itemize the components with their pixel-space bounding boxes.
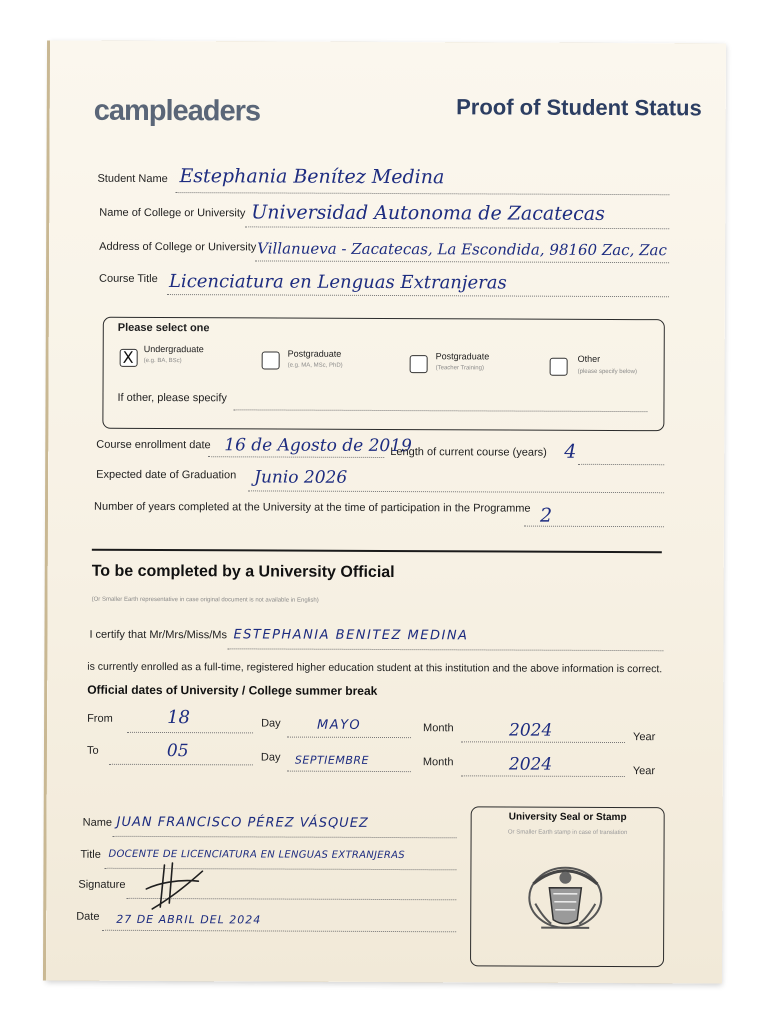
college-line bbox=[245, 225, 669, 229]
course-length-line bbox=[578, 463, 664, 465]
from-month-label: Month bbox=[423, 722, 454, 735]
seal-box bbox=[470, 806, 665, 967]
option-postgraduate-sub: (e.g. MA, MSc, PhD) bbox=[287, 362, 343, 369]
official-section-note: (Or Smaller Earth representative in case original document is not available in English) bbox=[91, 596, 319, 604]
option-teacher-sub: (Teacher Training) bbox=[435, 365, 484, 372]
brand-logo: campleaders bbox=[93, 94, 261, 128]
undergraduate-checkbox[interactable] bbox=[120, 349, 138, 367]
course-length-value: 4 bbox=[564, 440, 577, 463]
degree-select-box bbox=[102, 317, 664, 431]
to-year-label: Year bbox=[632, 765, 656, 778]
to-year-line bbox=[461, 774, 625, 777]
to-month-value: SEPTIEMBRE bbox=[294, 753, 370, 767]
years-completed-label: Number of years completed at the University at the time of participation in the Programme bbox=[93, 500, 531, 515]
to-day-value: 05 bbox=[166, 741, 189, 762]
from-day-line bbox=[127, 731, 253, 734]
option-other-label: Other bbox=[577, 353, 601, 364]
to-month-label: Month bbox=[422, 756, 454, 769]
graduation-value: Junio 2026 bbox=[254, 467, 348, 488]
enroll-date-label: Course enrollment date bbox=[96, 438, 211, 452]
course-title-line bbox=[167, 293, 669, 297]
address-label: Address of College or University bbox=[99, 240, 257, 254]
address-line bbox=[255, 259, 669, 263]
postgraduate-teacher-checkbox[interactable] bbox=[410, 355, 428, 373]
to-day-line bbox=[109, 763, 253, 766]
official-name-line bbox=[113, 835, 457, 839]
college-label: Name of College or University bbox=[99, 206, 246, 220]
from-day-label: Day bbox=[261, 717, 281, 730]
from-year-value: 2024 bbox=[509, 720, 553, 741]
course-title-value: Licenciatura en Lenguas Extranjeras bbox=[168, 271, 507, 294]
official-name-label: Name bbox=[82, 816, 113, 829]
certify-statement: is currently enrolled as a full-time, registered higher education student at this institution and the above information is correct. bbox=[87, 660, 663, 676]
option-other-sub: (please specify below) bbox=[577, 368, 638, 376]
postgraduate-checkbox[interactable] bbox=[262, 351, 280, 369]
official-name-value: JUAN FRANCISCO PÉREZ VÁSQUEZ bbox=[116, 814, 369, 831]
graduation-line bbox=[248, 489, 664, 493]
seal-note: Or Smaller Earth stamp in case of translation bbox=[507, 829, 628, 837]
signature-label: Signature bbox=[78, 878, 126, 891]
option-undergraduate-sub: (e.g. BA, BSc) bbox=[143, 357, 182, 365]
seal-title: University Seal or Stamp bbox=[508, 811, 627, 824]
section-divider bbox=[92, 549, 662, 553]
from-day-value: 18 bbox=[167, 707, 191, 729]
student-name-line bbox=[175, 191, 669, 195]
other-specify-line[interactable] bbox=[233, 408, 647, 412]
enroll-date-value: 16 de Agosto de 2019 bbox=[224, 435, 412, 457]
college-value: Universidad Autonoma de Zacatecas bbox=[251, 201, 605, 225]
other-specify-label: If other, please specify bbox=[117, 391, 227, 405]
date-line bbox=[102, 929, 456, 933]
checkbox-x-mark: X bbox=[122, 347, 134, 367]
summer-break-heading: Official dates of University / College summer break bbox=[87, 682, 378, 698]
to-day-label: Day bbox=[260, 751, 281, 764]
document-sheet bbox=[46, 41, 726, 984]
from-year-label: Year bbox=[632, 731, 656, 744]
option-undergraduate-label: Undergraduate bbox=[143, 343, 204, 355]
years-completed-value: 2 bbox=[539, 504, 553, 527]
to-year-value: 2024 bbox=[508, 754, 553, 775]
date-label: Date bbox=[76, 910, 100, 923]
option-teacher-label: Postgraduate bbox=[435, 351, 490, 362]
course-title-label: Course Title bbox=[98, 272, 158, 286]
certify-student-name: ESTEPHANIA BENITEZ MEDINA bbox=[233, 627, 469, 644]
to-label: To bbox=[86, 744, 99, 757]
student-name-value: Estephania Benítez Medina bbox=[179, 165, 445, 189]
from-year-line bbox=[461, 740, 625, 743]
other-checkbox[interactable] bbox=[550, 358, 568, 376]
from-label: From bbox=[87, 712, 113, 725]
certify-line bbox=[227, 647, 663, 651]
option-postgraduate-label: Postgraduate bbox=[287, 348, 342, 359]
official-title-value: DOCENTE DE LICENCIATURA EN LENGUAS EXTRANJERAS bbox=[108, 848, 405, 862]
certify-label: I certify that Mr/Mrs/Miss/Ms bbox=[89, 628, 227, 642]
address-value: Villanueva - Zacatecas, La Escondida, 98160 Zac, Zac bbox=[257, 239, 667, 260]
course-length-label: Length of current course (years) bbox=[390, 446, 547, 459]
student-name-label: Student Name bbox=[97, 172, 168, 186]
date-value: 27 DE ABRIL DEL 2024 bbox=[116, 912, 262, 927]
from-month-line bbox=[287, 736, 411, 739]
graduation-label: Expected date of Graduation bbox=[96, 468, 237, 482]
document-title: Proof of Student Status bbox=[456, 94, 702, 121]
official-section-heading: To be completed by a University Official bbox=[91, 562, 395, 582]
official-title-label: Title bbox=[80, 848, 101, 861]
university-seal-emblem bbox=[523, 854, 607, 938]
select-heading: Please select one bbox=[117, 321, 210, 335]
handwritten-signature bbox=[138, 859, 208, 913]
to-month-line bbox=[287, 770, 411, 773]
from-month-value: MAYO bbox=[317, 717, 362, 733]
